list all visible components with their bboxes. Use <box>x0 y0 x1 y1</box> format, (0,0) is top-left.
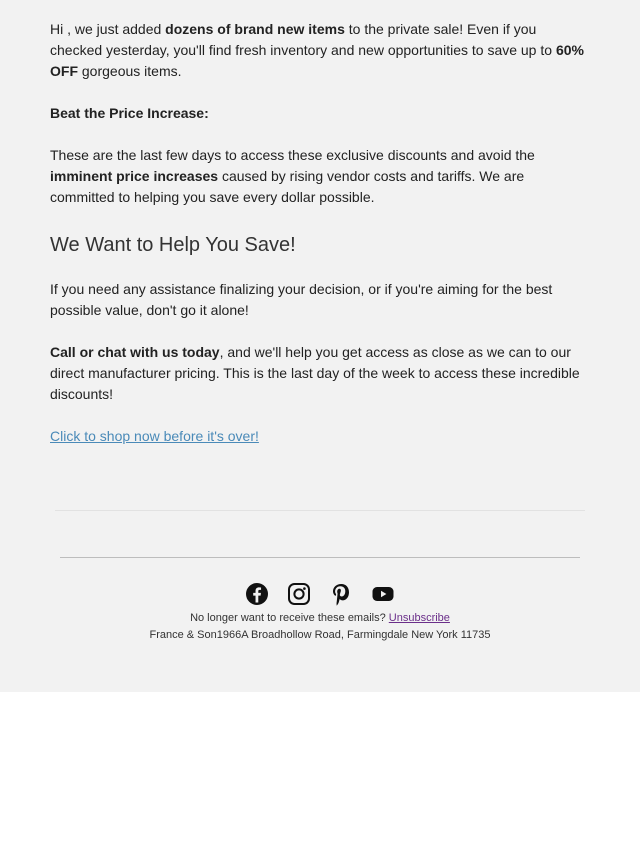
pinterest-icon[interactable] <box>329 582 353 606</box>
youtube-icon[interactable] <box>371 582 395 606</box>
unsubscribe-line <box>0 612 640 624</box>
price-bold: imminent price increases <box>50 168 219 184</box>
facebook-icon[interactable] <box>245 582 269 606</box>
price-increase-heading: Beat the Price Increase: <box>50 105 209 121</box>
footer-divider <box>60 557 580 558</box>
intro-text-2: to the private sale! Even if you checked yesterday, you'll find fresh inventory and new opportunities to save up to <box>50 21 556 58</box>
call-paragraph <box>50 342 590 405</box>
email-content <box>50 19 590 447</box>
price-increase-paragraph <box>50 145 590 208</box>
help-heading: We Want to Help You Save! <box>50 234 296 256</box>
intro-bold-items: dozens of brand new items <box>165 21 345 37</box>
intro-text: Hi , we just added <box>50 21 166 37</box>
social-links <box>0 582 640 606</box>
call-text: , and we'll help you get access as close as we can to our direct manufacturer pricing. This is the last day of the week to access these incredible discounts! <box>50 344 580 402</box>
price-text-2: caused by rising vendor costs and tariffs. We are committed to helping you save every dollar possible. <box>50 168 525 205</box>
intro-text-3: gorgeous items. <box>78 63 182 79</box>
assistance-paragraph: If you need any assistance finalizing your decision, or if you're aiming for the best possible value, don't go it alone! <box>50 281 553 318</box>
unsubscribe-link[interactable]: Unsubscribe <box>388 612 450 624</box>
call-bold: Call or chat with us today <box>50 344 220 360</box>
company-address: France & Son1966A Broadhollow Road, Farmingdale New York 11735 <box>149 629 491 641</box>
shop-link-paragraph <box>50 426 590 447</box>
divider <box>55 510 585 511</box>
shop-now-link[interactable]: Click to shop now before it's over! <box>50 428 259 444</box>
instagram-icon[interactable] <box>287 582 311 606</box>
intro-bold-discount: 60% OFF <box>50 42 584 79</box>
intro-paragraph <box>50 19 590 82</box>
price-text: These are the last few days to access these exclusive discounts and avoid the <box>50 147 535 163</box>
unsubscribe-prompt: No longer want to receive these emails? <box>190 612 389 624</box>
